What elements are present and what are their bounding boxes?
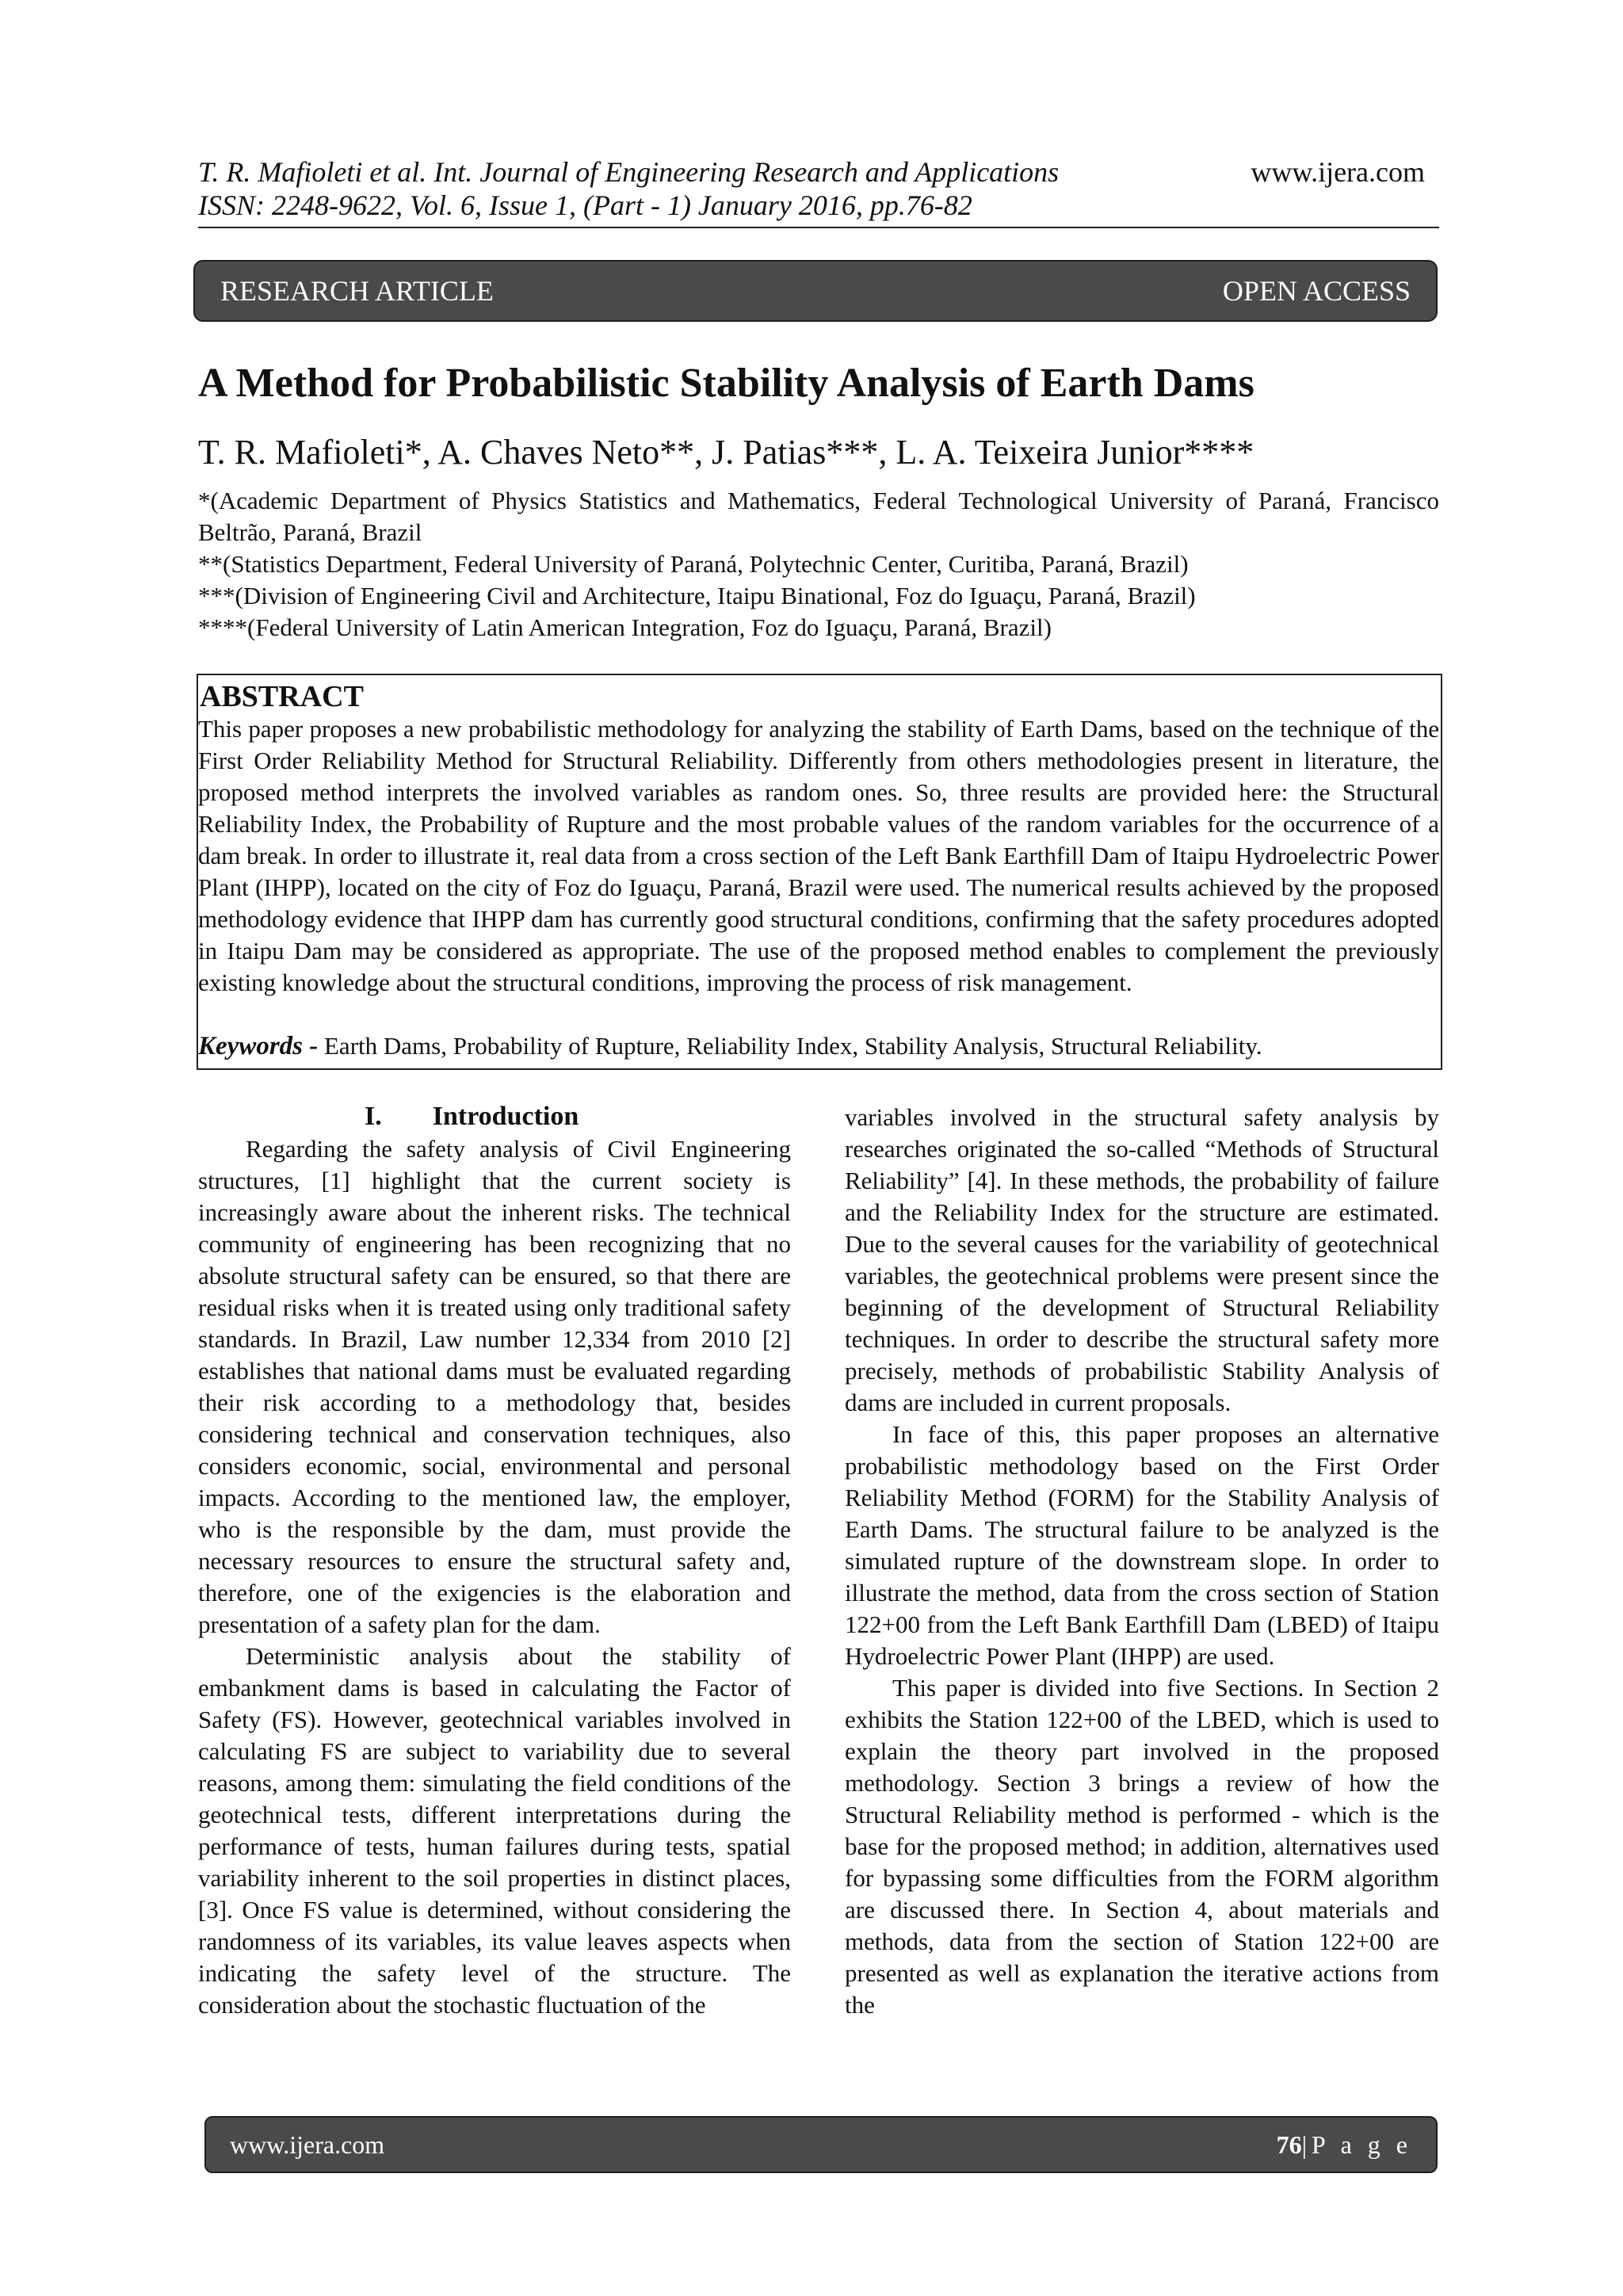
page-suffix: |P a g e — [1301, 2130, 1412, 2159]
affiliation-1: *(Academic Department of Physics Statistics and Mathematics, Federal Technological University of Paraná, Francisco Beltrão, Paraná, Brazil — [198, 487, 1439, 546]
research-article-label: RESEARCH ARTICLE — [220, 275, 494, 307]
intro-paragraph-3: variables involved in the structural safety analysis by researches originated the so-called “Methods of Structural Reliability” [4]. In these methods, the probability of failure and the Reliability Index for the structure are estimated. Due to the several causes for the variability of geotechnical variables, the geotechnical problems were present since the beginning of the development of Structural Reliability techniques. In order to describe the structural safety more precisely, methods of probabilistic Stability Analysis of dams are included in current proposals. — [845, 1103, 1439, 1416]
affiliation-3: ***(Division of Engineering Civil and Architecture, Itaipu Binational, Foz do Iguaçu, Paraná, Brazil) — [198, 582, 1196, 609]
keywords-line — [198, 1030, 1439, 1062]
open-access-label: OPEN ACCESS — [1222, 275, 1411, 307]
intro-paragraph-2: Deterministic analysis about the stability of embankment dams is based in calculating the Factor of Safety (FS). However, geotechnical variables involved in calculating FS are subject to variability due to several reasons, among them: simulating the field conditions of the geotechnical tests, different interpretations during the performance of tests, human failures during tests, spatial variability inherent to the soil properties in distinct places, [3]. Once FS value is determined, without considering the randomness of its variables, its value leaves aspects when indicating the safety level of the structure. The consideration about the stochastic fluctuation of the — [198, 1642, 791, 2019]
section-number: I. — [365, 1102, 382, 1131]
page-indicator — [1277, 2130, 1412, 2160]
right-column — [845, 1102, 1439, 2021]
left-column — [198, 1133, 791, 2021]
header-rule — [198, 227, 1439, 228]
footer-website: www.ijera.com — [230, 2130, 385, 2159]
affiliation-2: **(Statistics Department, Federal University of Paraná, Polytechnic Center, Curitiba, Paraná, Brazil) — [198, 550, 1189, 578]
issn-line: ISSN: 2248-9622, Vol. 6, Issue 1, (Part - 1) January 2016, pp.76-82 — [198, 189, 972, 221]
article-type-banner — [193, 260, 1438, 322]
abstract-body: This paper proposes a new probabilistic methodology for analyzing the stability of Earth Dams, based on the technique of the First Order Reliability Method for Structural Reliability. Differently from others methodologies present in literature, the proposed method interprets the involved variables as random ones. So, three results are provided here: the Structural Reliability Index, the Probability of Rupture and the most probable values of the random variables for the occurrence of a dam break. In order to illustrate it, real data from a cross section of the Left Bank Earthfill Dam of Itaipu Hydroelectric Power Plant (IHPP), located on the city of Foz do Iguaçu, Paraná, Brazil were used. The numerical results achieved by the proposed methodology evidence that IHPP dam has currently good structural conditions, confirming that the safety procedures adopted in Itaipu Dam may be considered as appropriate. The use of the proposed method enables to complement the previously existing knowledge about the structural conditions, improving the process of risk management. — [198, 715, 1439, 996]
journal-citation-line: T. R. Mafioleti et al. Int. Journal of Engineering Research and Applications — [198, 156, 1060, 188]
paper-title: A Method for Probabilistic Stability Analysis of Earth Dams — [198, 361, 1254, 406]
keywords-label: Keywords - — [198, 1032, 319, 1060]
abstract-heading: ABSTRACT — [200, 680, 364, 713]
intro-paragraph-4: In face of this, this paper proposes an alternative probabilistic methodology based on the First Order Reliability Method (FORM) for the Stability Analysis of Earth Dams. The structural failure to be analyzed is the simulated rupture of the downstream slope. In order to illustrate the method, data from the cross section of Station 122+00 from the Left Bank Earthfill Dam (LBED) of Itaipu Hydroelectric Power Plant (IHPP) are used. — [845, 1420, 1439, 1670]
page-footer — [204, 2116, 1438, 2173]
affiliation-4: ****(Federal University of Latin American Integration, Foz do Iguaçu, Paraná, Brazil) — [198, 613, 1052, 641]
header-website: www.ijera.com — [1251, 156, 1425, 188]
author-list: T. R. Mafioleti*, A. Chaves Neto**, J. Patias***, L. A. Teixeira Junior**** — [198, 433, 1254, 472]
section-title: Introduction — [432, 1102, 579, 1131]
intro-paragraph-5: This paper is divided into five Sections. In Section 2 exhibits the Station 122+00 of the LBED, which is used to explain the theory part involved in the proposed methodology. Section 3 brings a review of how the Structural Reliability method is performed - which is the base for the proposed method; in addition, alternatives used for bypassing some difficulties from the FORM algorithm are discussed there. In Section 4, about materials and methods, data from the section of Station 122+00 are presented as well as explanation the iterative actions from the — [845, 1674, 1439, 2019]
keywords-list: Earth Dams, Probability of Rupture, Reliability Index, Stability Analysis, Structural Reliability. — [318, 1032, 1262, 1060]
intro-paragraph-1: Regarding the safety analysis of Civil Engineering structures, [1] highlight that the current society is increasingly aware about the inherent risks. The technical community of engineering has been recognizing that no absolute structural safety can be ensured, so that there are residual risks when it is treated using only traditional safety standards. In Brazil, Law number 12,334 from 2010 [2] establishes that national dams must be evaluated regarding their risk according to a methodology that, besides considering technical and conservation techniques, also considers economic, social, environmental and personal impacts. According to the mentioned law, the employer, who is the responsible by the dam, must provide the necessary resources to ensure the structural safety and, therefore, one of the exigencies is the elaboration and presentation of a safety plan for the dam. — [198, 1135, 791, 1638]
section-heading — [365, 1100, 579, 1133]
page-number: 76 — [1276, 2130, 1302, 2159]
